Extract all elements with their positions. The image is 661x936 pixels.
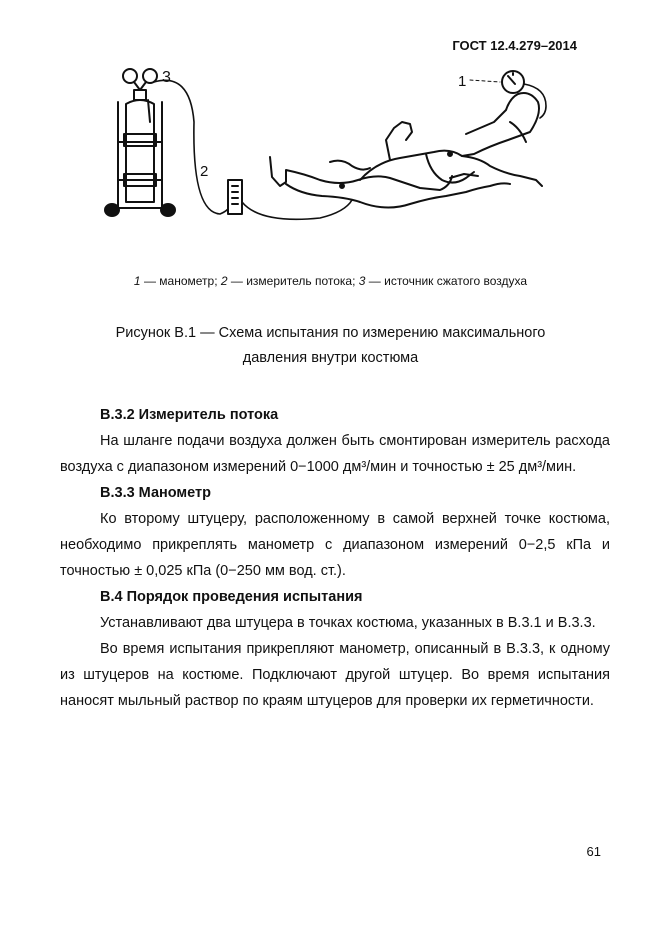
figure-caption xyxy=(0,321,661,371)
legend-text-3: — источник сжатого воздуха xyxy=(365,274,528,288)
section-heading-b4: В.4 Порядок проведения испытания xyxy=(100,589,363,605)
section-heading-b33: В.3.3 Манометр xyxy=(100,485,211,501)
page-number: 61 xyxy=(586,844,601,859)
flow-meter-icon xyxy=(228,180,242,214)
callout-2: 2 xyxy=(200,163,209,180)
test-scheme-figure xyxy=(90,62,570,232)
paragraph: Во время испытания прикрепляют манометр, описанный в В.3.3, к одному из штуцеров на костюме. Подключают другой штуцер. Во время испытания наносят мыльный раствор по краям штуцеров для проверки их герметичности. xyxy=(60,641,610,709)
legend-num-1: 1 xyxy=(133,274,141,288)
callout-3: 3 xyxy=(162,69,171,86)
pressure-gauge-icon xyxy=(502,71,524,93)
standard-code: ГОСТ 12.4.279–2014 xyxy=(452,38,577,53)
protective-suit-figure xyxy=(270,93,542,208)
test-scheme-drawing xyxy=(90,62,570,232)
air-cylinder-icon xyxy=(105,69,175,216)
section-heading-b32: В.3.2 Измеритель потока xyxy=(100,407,279,423)
figure-legend xyxy=(0,274,661,288)
legend-num-2: 2 xyxy=(220,274,228,288)
callout-1: 1 xyxy=(458,73,467,90)
legend-text-2: — измеритель потока; xyxy=(227,274,359,288)
figure-caption-line-1: Рисунок В.1 — Схема испытания по измерению максимального xyxy=(115,325,546,341)
paragraph: Ко второму штуцеру, расположенному в самой верхней точке костюма, необходимо прикреплять манометр с диапазоном измерений 0−2,5 кПа и точностью ± 0,025 кПа (0−250 мм вод. ст.). xyxy=(60,511,610,579)
legend-num-3: 3 xyxy=(358,274,366,288)
legend-text-1: — манометр; xyxy=(140,274,221,288)
document-body xyxy=(60,402,610,714)
paragraph: Устанавливают два штуцера в точках костюма, указанных в В.3.1 и В.3.3. xyxy=(100,615,596,631)
paragraph: На шланге подачи воздуха должен быть смонтирован измеритель расхода воздуха с диапазоном измерений 0−1000 дм³/мин и точностью ± 25 дм³/мин. xyxy=(60,433,610,475)
figure-caption-line-2: давления внутри костюма xyxy=(242,350,419,366)
